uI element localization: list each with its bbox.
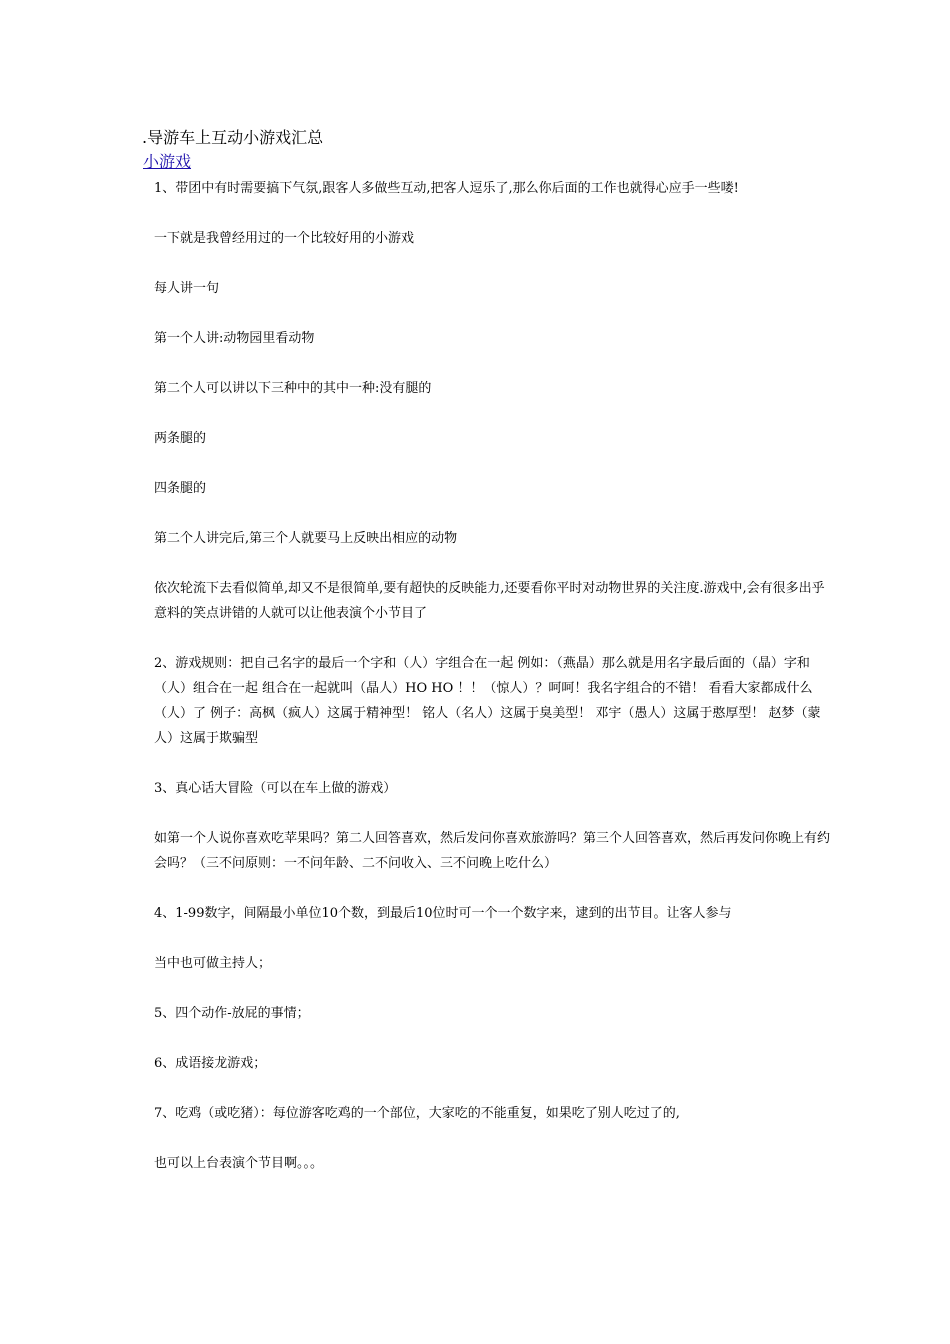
games-link[interactable]: 小游戏 xyxy=(143,152,192,171)
paragraph-5: 第二个人可以讲以下三种中的其中一种:没有腿的 xyxy=(154,381,432,396)
paragraph-9: 依次轮流下去看似简单,却又不是很简单,要有超快的反映能力,还要看你平时对动物世界的关注度.游戏中,会有很多出乎意料的笑点讲错的人就可以让他表演个小节目了 xyxy=(154,581,825,621)
paragraph-10: 2、游戏规则：把自己名字的最后一个字和（人）字组合在一起 例如：（燕晶）那么就是用名字最后面的（晶）字和（人）组合在一起 组合在一起就叫（晶人）HO HO ！！（惊人）？呵呵！我名字组合的不错！ 看看大家都成什么（人）了 例子：高枫（疯人）这属于精神型！ 铭人（名人）这属于臭美型！ 邓宇（愚人）这属于憨厚型！ 赵梦（蒙人）这属于欺骗型 xyxy=(154,656,821,746)
paragraph-15: 5、四个动作-放屁的事情； xyxy=(154,1006,310,1021)
paragraph-1: 1、带团中有时需要搞下气氛,跟客人多做些互动,把客人逗乐了,那么你后面的工作也就得心应手一些喽! xyxy=(154,181,739,196)
paragraph-6: 两条腿的 xyxy=(154,431,207,446)
paragraph-4: 第一个人讲:动物园里看动物 xyxy=(154,331,315,346)
paragraph-7: 四条腿的 xyxy=(154,481,207,496)
paragraph-17: 7、吃鸡（或吃猪）：每位游客吃鸡的一个部位，大家吃的不能重复，如果吃了别人吃过了的, xyxy=(154,1106,680,1121)
paragraph-8: 第二个人讲完后,第三个人就要马上反映出相应的动物 xyxy=(154,531,458,546)
paragraph-16: 6、成语接龙游戏； xyxy=(154,1056,267,1071)
paragraph-18: 也可以上台表演个节目啊。。。 xyxy=(154,1156,324,1171)
paragraph-3: 每人讲一句 xyxy=(154,281,220,296)
paragraph-2: 一下就是我曾经用过的一个比较好用的小游戏 xyxy=(154,231,415,246)
paragraph-11: 3、真心话大冒险（可以在车上做的游戏） xyxy=(154,781,397,796)
paragraph-12: 如第一个人说你喜欢吃苹果吗？第二人回答喜欢，然后发问你喜欢旅游吗？第三个人回答喜欢，然后再发问你晚上有约会吗？（三不问原则：一不问年龄、二不问收入、三不问晚上吃什么） xyxy=(154,831,831,871)
paragraph-14: 当中也可做主持人； xyxy=(154,956,272,971)
document-title: .导游车上互动小游戏汇总 xyxy=(142,128,324,147)
document-body xyxy=(154,176,830,1201)
paragraph-13: 4、1-99数字，间隔最小单位10个数，到最后10位时可一个一个数字来，逮到的出节目。让客人参与 xyxy=(154,906,732,921)
